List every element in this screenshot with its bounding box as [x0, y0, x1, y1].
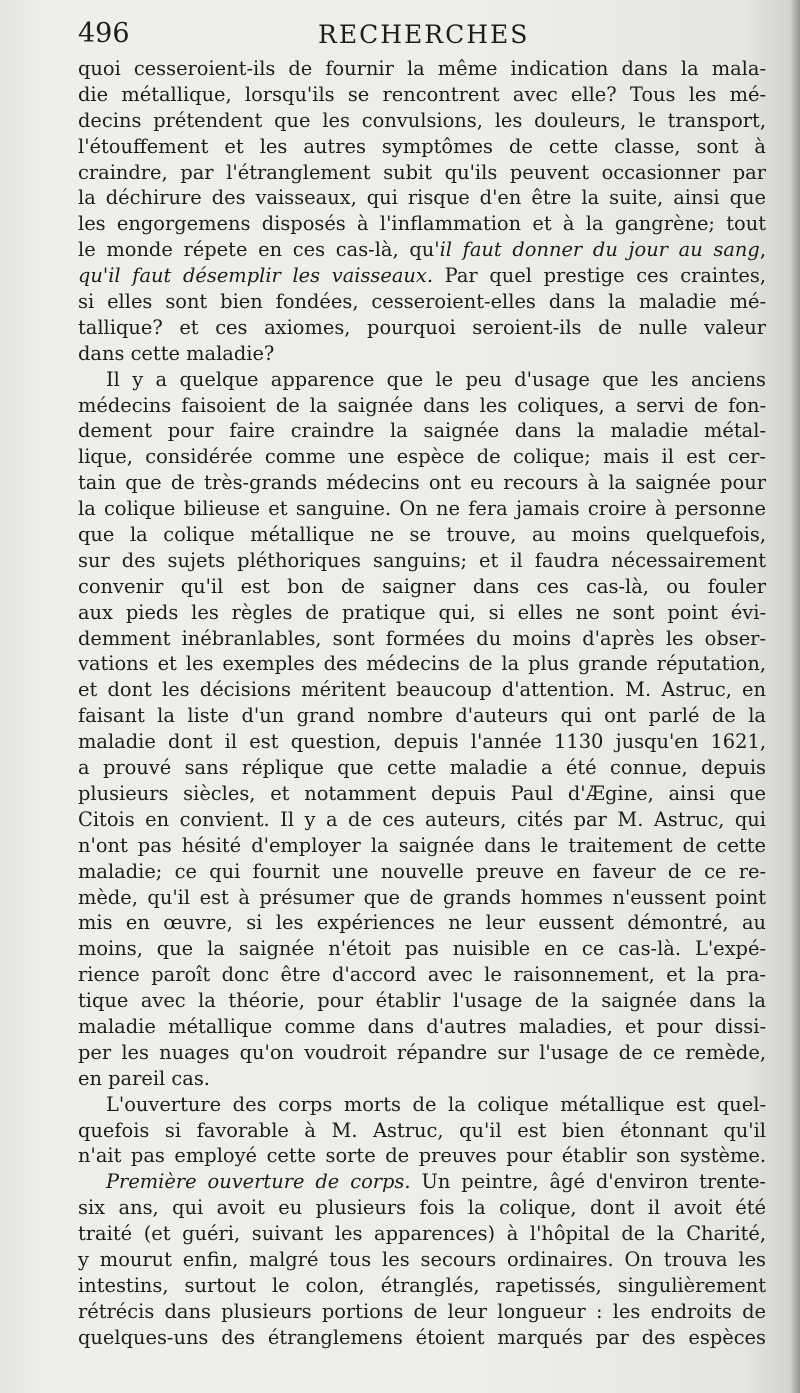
- italic-phrase: Première ouverture de corps.: [106, 1170, 411, 1194]
- text-line: médecins faisoient de la saignée dans les coliques, a servi de fon-: [78, 393, 766, 417]
- text-line: n'ait pas employé cette sorte de preuves pour établir son système.: [78, 1144, 766, 1168]
- text-line: six ans, qui avoit eu plusieurs fois la colique, dont il avoit été: [78, 1196, 766, 1220]
- text-line: rétrécis dans plusieurs portions de leur longueur : les endroits de: [78, 1299, 766, 1323]
- text-span: Un peintre, âgé d'environ trente-: [421, 1170, 766, 1194]
- text-line: l'étouffement et les autres symptômes de cette classe, sont à: [78, 134, 766, 158]
- text-line: intestins, surtout le colon, étranglés, rapetissés, singulièrement: [78, 1273, 766, 1297]
- text-line: Il y a quelque apparence que le peu d'usage que les anciens: [106, 367, 766, 391]
- text-line: y mourut enfin, malgré tous les secours ordinaires. On trouva les: [78, 1247, 766, 1271]
- text-line: plusieurs siècles, et notamment depuis Paul d'Ægine, ainsi que: [78, 781, 766, 805]
- text-span: le monde répete en ces cas-là, qu': [78, 238, 440, 262]
- text-line: et dont les décisions méritent beaucoup d'attention. M. Astruc, en: [78, 678, 766, 702]
- text-line: la déchirure des vaisseaux, qui risque d'en être la suite, ainsi que: [78, 186, 766, 210]
- text-line: la colique bilieuse et sanguine. On ne fera jamais croire à personne: [78, 497, 766, 521]
- text-line: quefois si favorable à M. Astruc, qu'il est bien étonnant qu'il: [78, 1118, 766, 1142]
- text-line: aux pieds les règles de pratique qui, si elles ne sont point évi-: [78, 600, 766, 624]
- text-line: a prouvé sans réplique que cette maladie a été connue, depuis: [78, 756, 766, 780]
- text-line: n'ont pas hésité d'employer la saignée dans le traitement de cette: [78, 833, 766, 857]
- text-line: per les nuages qu'on voudroit répandre sur l'usage de ce remède,: [78, 1040, 766, 1064]
- text-line: decins prétendent que les convulsions, les douleurs, le transport,: [78, 108, 766, 132]
- text-span: ,: [759, 238, 766, 262]
- text-line: tallique? et ces axiomes, pourquoi seroient-ils de nulle valeur: [78, 315, 766, 339]
- text-line: quelques-uns des étranglemens étoient marqués par des espèces: [78, 1325, 766, 1349]
- text-line: [78, 1169, 766, 1195]
- text-line: vations et les exemples des médecins de la plus grande réputation,: [78, 652, 766, 676]
- text-line: dement pour faire craindre la saignée dans la maladie métal-: [78, 419, 766, 443]
- text-line: les engorgemens disposés à l'inflammation et à la gangrène; tout: [78, 212, 766, 236]
- page-header: [78, 16, 768, 56]
- text-line: convenir qu'il est bon de saigner dans ces cas-là, ou fouler: [78, 574, 766, 598]
- text-span: Par quel prestige ces craintes,: [433, 264, 766, 288]
- text-line: die métallique, lorsqu'ils se rencontrent avec elle? Tous les mé-: [78, 82, 766, 106]
- text-line: quoi cesseroient-ils de fournir la même indication dans la mala-: [78, 57, 766, 80]
- text-line: [78, 263, 766, 289]
- text-line: que la colique métallique ne se trouve, au moins quelquefois,: [78, 523, 766, 547]
- text-line: mis en œuvre, si les expériences ne leur eussent démontré, au: [78, 911, 766, 935]
- text-line: moins, que la saignée n'étoit pas nuisible en ce cas-là. L'expé-: [78, 937, 766, 961]
- text-line: sur des sujets pléthoriques sanguins; et il faudra nécessairement: [78, 548, 766, 572]
- text-line: rience paroît donc être d'accord avec le raisonnement, et la pra-: [78, 963, 766, 987]
- text-line: en pareil cas.: [78, 1066, 210, 1090]
- text-line: [78, 237, 766, 263]
- text-line: L'ouverture des corps morts de la colique métallique est quel-: [106, 1092, 766, 1116]
- text-line: si elles sont bien fondées, cesseroient-elles dans la maladie mé-: [78, 290, 766, 314]
- text-line: Citois en convient. Il y a de ces auteurs, cités par M. Astruc, qui: [78, 807, 766, 831]
- text-line: dans cette maladie?: [78, 341, 275, 365]
- text-line: mède, qu'il est à présumer que de grands hommes n'eussent point: [78, 885, 766, 909]
- text-line: lique, considérée comme une espèce de colique; mais il est cer-: [78, 445, 766, 469]
- text-line: faisant la liste d'un grand nombre d'auteurs qui ont parlé de la: [78, 704, 766, 728]
- page-gutter-shadow: [790, 0, 800, 1393]
- running-title: RECHERCHES: [318, 20, 530, 49]
- text-line: maladie; ce qui fournit une nouvelle preuve en faveur de ce re-: [78, 859, 766, 883]
- text-line: maladie dont il est question, depuis l'année 1130 jusqu'en 1621,: [78, 730, 766, 754]
- text-line: traité (et guéri, suivant les apparences) à l'hôpital de la Charité,: [78, 1222, 766, 1246]
- text-line: craindre, par l'étranglement subit qu'ils peuvent occasionner par: [78, 160, 766, 184]
- italic-phrase: qu'il faut désemplir les vaisseaux.: [78, 264, 433, 288]
- text-line: tique avec la théorie, pour établir l'usage de la saignée dans la: [78, 989, 766, 1013]
- text-line: tain que de très-grands médecins ont eu recours à la saignée pour: [78, 471, 766, 495]
- text-line: demment inébranlables, sont formées du moins d'après les obser-: [78, 626, 766, 650]
- text-line: maladie métallique comme dans d'autres maladies, et pour dissi-: [78, 1014, 766, 1038]
- italic-phrase: il faut donner du jour au sang: [439, 238, 760, 262]
- page-body: [78, 56, 766, 1351]
- page-number: 496: [78, 18, 130, 49]
